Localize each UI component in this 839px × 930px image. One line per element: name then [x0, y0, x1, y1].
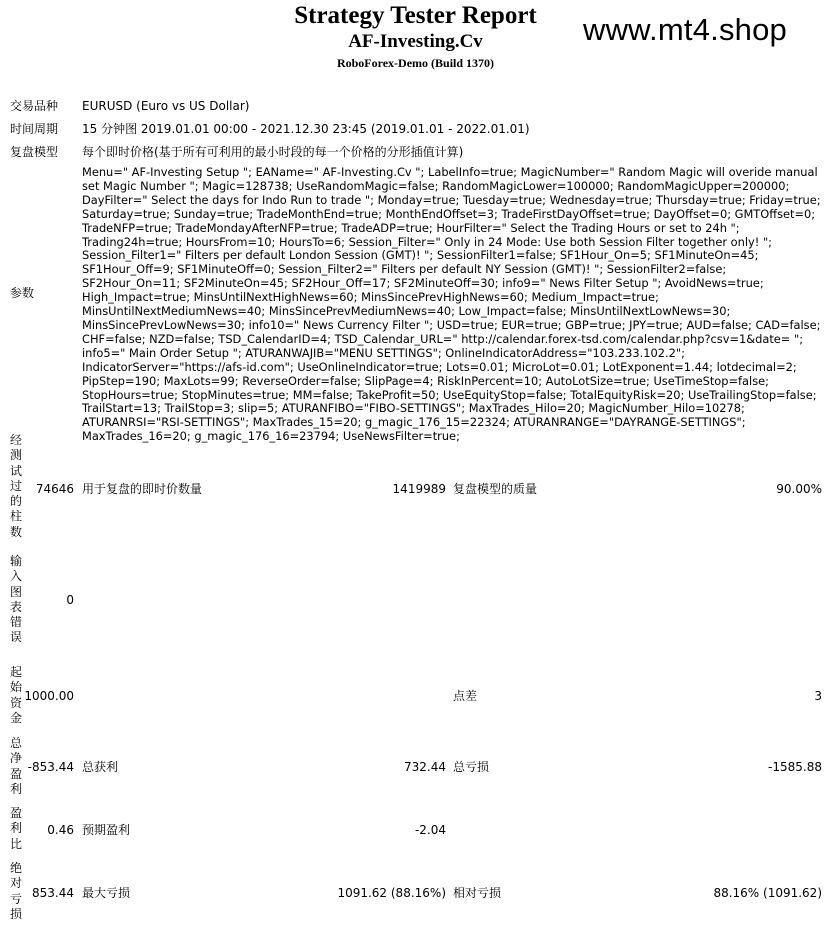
profit-factor-value: 0.46 [47, 823, 74, 837]
net-profit-value: -853.44 [27, 760, 74, 774]
errors-label: 输入图表错误 [9, 554, 22, 645]
abs-drawdown-label: 绝对亏损 [9, 861, 22, 921]
rel-drawdown-label: 相对亏损 [453, 886, 502, 900]
watermark: www.mt4.shop [583, 12, 787, 47]
rel-drawdown-value: 88.16% (1091.62) [713, 886, 822, 900]
max-drawdown-label: 最大亏损 [82, 886, 131, 900]
gross-profit-label: 总获利 [82, 760, 119, 774]
spread-label: 点差 [453, 689, 478, 703]
params-label: 参数 [10, 286, 35, 300]
ticks-value: 1419989 [392, 482, 446, 496]
ticks-label: 用于复盘的即时价数量 [82, 482, 203, 496]
expected-payoff-label: 预期盈利 [82, 823, 131, 837]
model-value: 每个即时价格(基于所有可利用的最小时段的每一个价格的分形插值计算) [82, 145, 464, 159]
symbol-label: 交易品种 [10, 99, 59, 113]
quality-value: 90.00% [776, 482, 822, 496]
ea-name: AF-Investing.Cv [348, 31, 483, 52]
report-title: Strategy Tester Report [294, 2, 537, 29]
symbol-value: EURUSD (Euro vs US Dollar) [82, 99, 250, 113]
bars-label: 经测试过的柱数 [9, 433, 22, 539]
net-profit-label: 总净盈利 [9, 736, 22, 796]
model-label: 复盘模型 [10, 145, 59, 159]
bars-value: 74646 [35, 482, 74, 496]
deposit-value: 1000.00 [24, 689, 74, 703]
period-value: 15 分钟图 2019.01.01 00:00 - 2021.12.30 23:45 (2019.01.01 - 2022.01.01) [82, 122, 530, 136]
profit-factor-label: 盈利比 [9, 806, 22, 851]
period-label: 时间周期 [10, 122, 59, 136]
expected-payoff-value: -2.04 [414, 823, 446, 837]
deposit-label: 起始资金 [9, 665, 22, 725]
server-build: RoboForex-Demo (Build 1370) [336, 56, 495, 70]
gross-loss-value: -1585.88 [768, 760, 822, 774]
gross-profit-value: 732.44 [404, 760, 446, 774]
spread-value: 3 [814, 689, 822, 703]
max-drawdown-value: 1091.62 (88.16%) [337, 886, 446, 900]
abs-drawdown-value: 853.44 [32, 886, 74, 900]
quality-label: 复盘模型的质量 [453, 482, 538, 496]
params-value: Menu=" AF-Investing Setup "; EAName=" AF-Investing.Cv "; LabelInfo=true; MagicNumber=" Random Magic will overide manual set Magic Number "; Magic=128738; UseRandomMagic=false; RandomMagicLower=100000; RandomMagicUpper=200000; DayFilter=" Select the days for Indo Run to trade "; Monday=true; Tuesday=true; Wednesday=true; Thursday=true; Friday=true; Saturday=true; Sunday=true; TradeMonthEnd=true; MonthEndOffset=3; TradeFirstDayOffset=true; DayOffset=0; GMTOffset=0; TradeNFP=true; TradeMondayAfterNFP=true; TradeADP=true; HourFilter=" Select the Trading Hours or set to 24h "; Trading24h=true; HoursFrom=10; HoursTo=6; Session_Filter=" Only in 24 Mode: Use both Session Filter together only! "; Session_Filter1=" Filters per default London Session (GMT)! "; SessionFilter1=false; SF1Hour_On=5; SF1MinuteOn=45; SF1Hour_Off=9; SF1MinuteOff=0; Session_Filter2=" Filters per default NY Session (GMT)! "; SessionFilter2=false; SF2Hour_On=11; SF2MinuteOn=45; SF2Hour_Off=17; SF2MinuteOff=30; info9=" News Filter Setup "; AvoidNews=true; High_Impact=true; MinsUntilNextHighNews=60; MinsSincePrevHighNews=60; Medium_Impact=true; MinsUntilNextMediumNews=40; MinsSincePrevMediumNews=40; Low_Impact=false; MinsUntilNextLowNews=30; MinsSincePrevLowNews=30; info10=" News Currency Filter "; USD=true; EUR=true; GBP=true; JPY=true; AUD=false; CAD=false; CHF=false; NZD=false; TSD_CalendarID=4; TSD_Calendar_URL=" http://calendar.forex-tsd.com/calendar.php?csv=1&date= "; info5=" Main Order Setup "; ATURANWAJIB="MENU SETTINGS"; OnlineIndicatorAddress="103.233.102.2"; IndicatorServer="https://afs-id.com"; UseOnlineIndicator=true; Lots=0.01; MicroLot=0.01; LotExponent=1.44; lotdecimal=2; PipStep=190; MaxLots=99; ReverseOrder=false; SlipPage=4; RiskInPercent=10; AutoLotSize=true; UseTimeStop=false; StopHours=true; StopMinutes=true; MM=false; TakeProfit=50; UseEquityStop=false; TotalEquityRisk=20; UseTrailingStop=false; TrailStart=13; TrailStop=3; slip=5; ATURANFIBO="FIBO-SETTINGS"; MaxTrades_Hilo=20; MagicNumber_Hilo=10278; ATURANRSI="RSI-SETTINGS"; MaxTrades_15=20; g_magic_176_15=22324; ATURANRANGE="DAYRANGE-SETTINGS"; MaxTrades_16=20; g_magic_176_16=23794; UseNewsFilter=true; [82, 165, 821, 444]
gross-loss-label: 总亏损 [453, 760, 490, 774]
errors-value: 0 [66, 593, 74, 607]
